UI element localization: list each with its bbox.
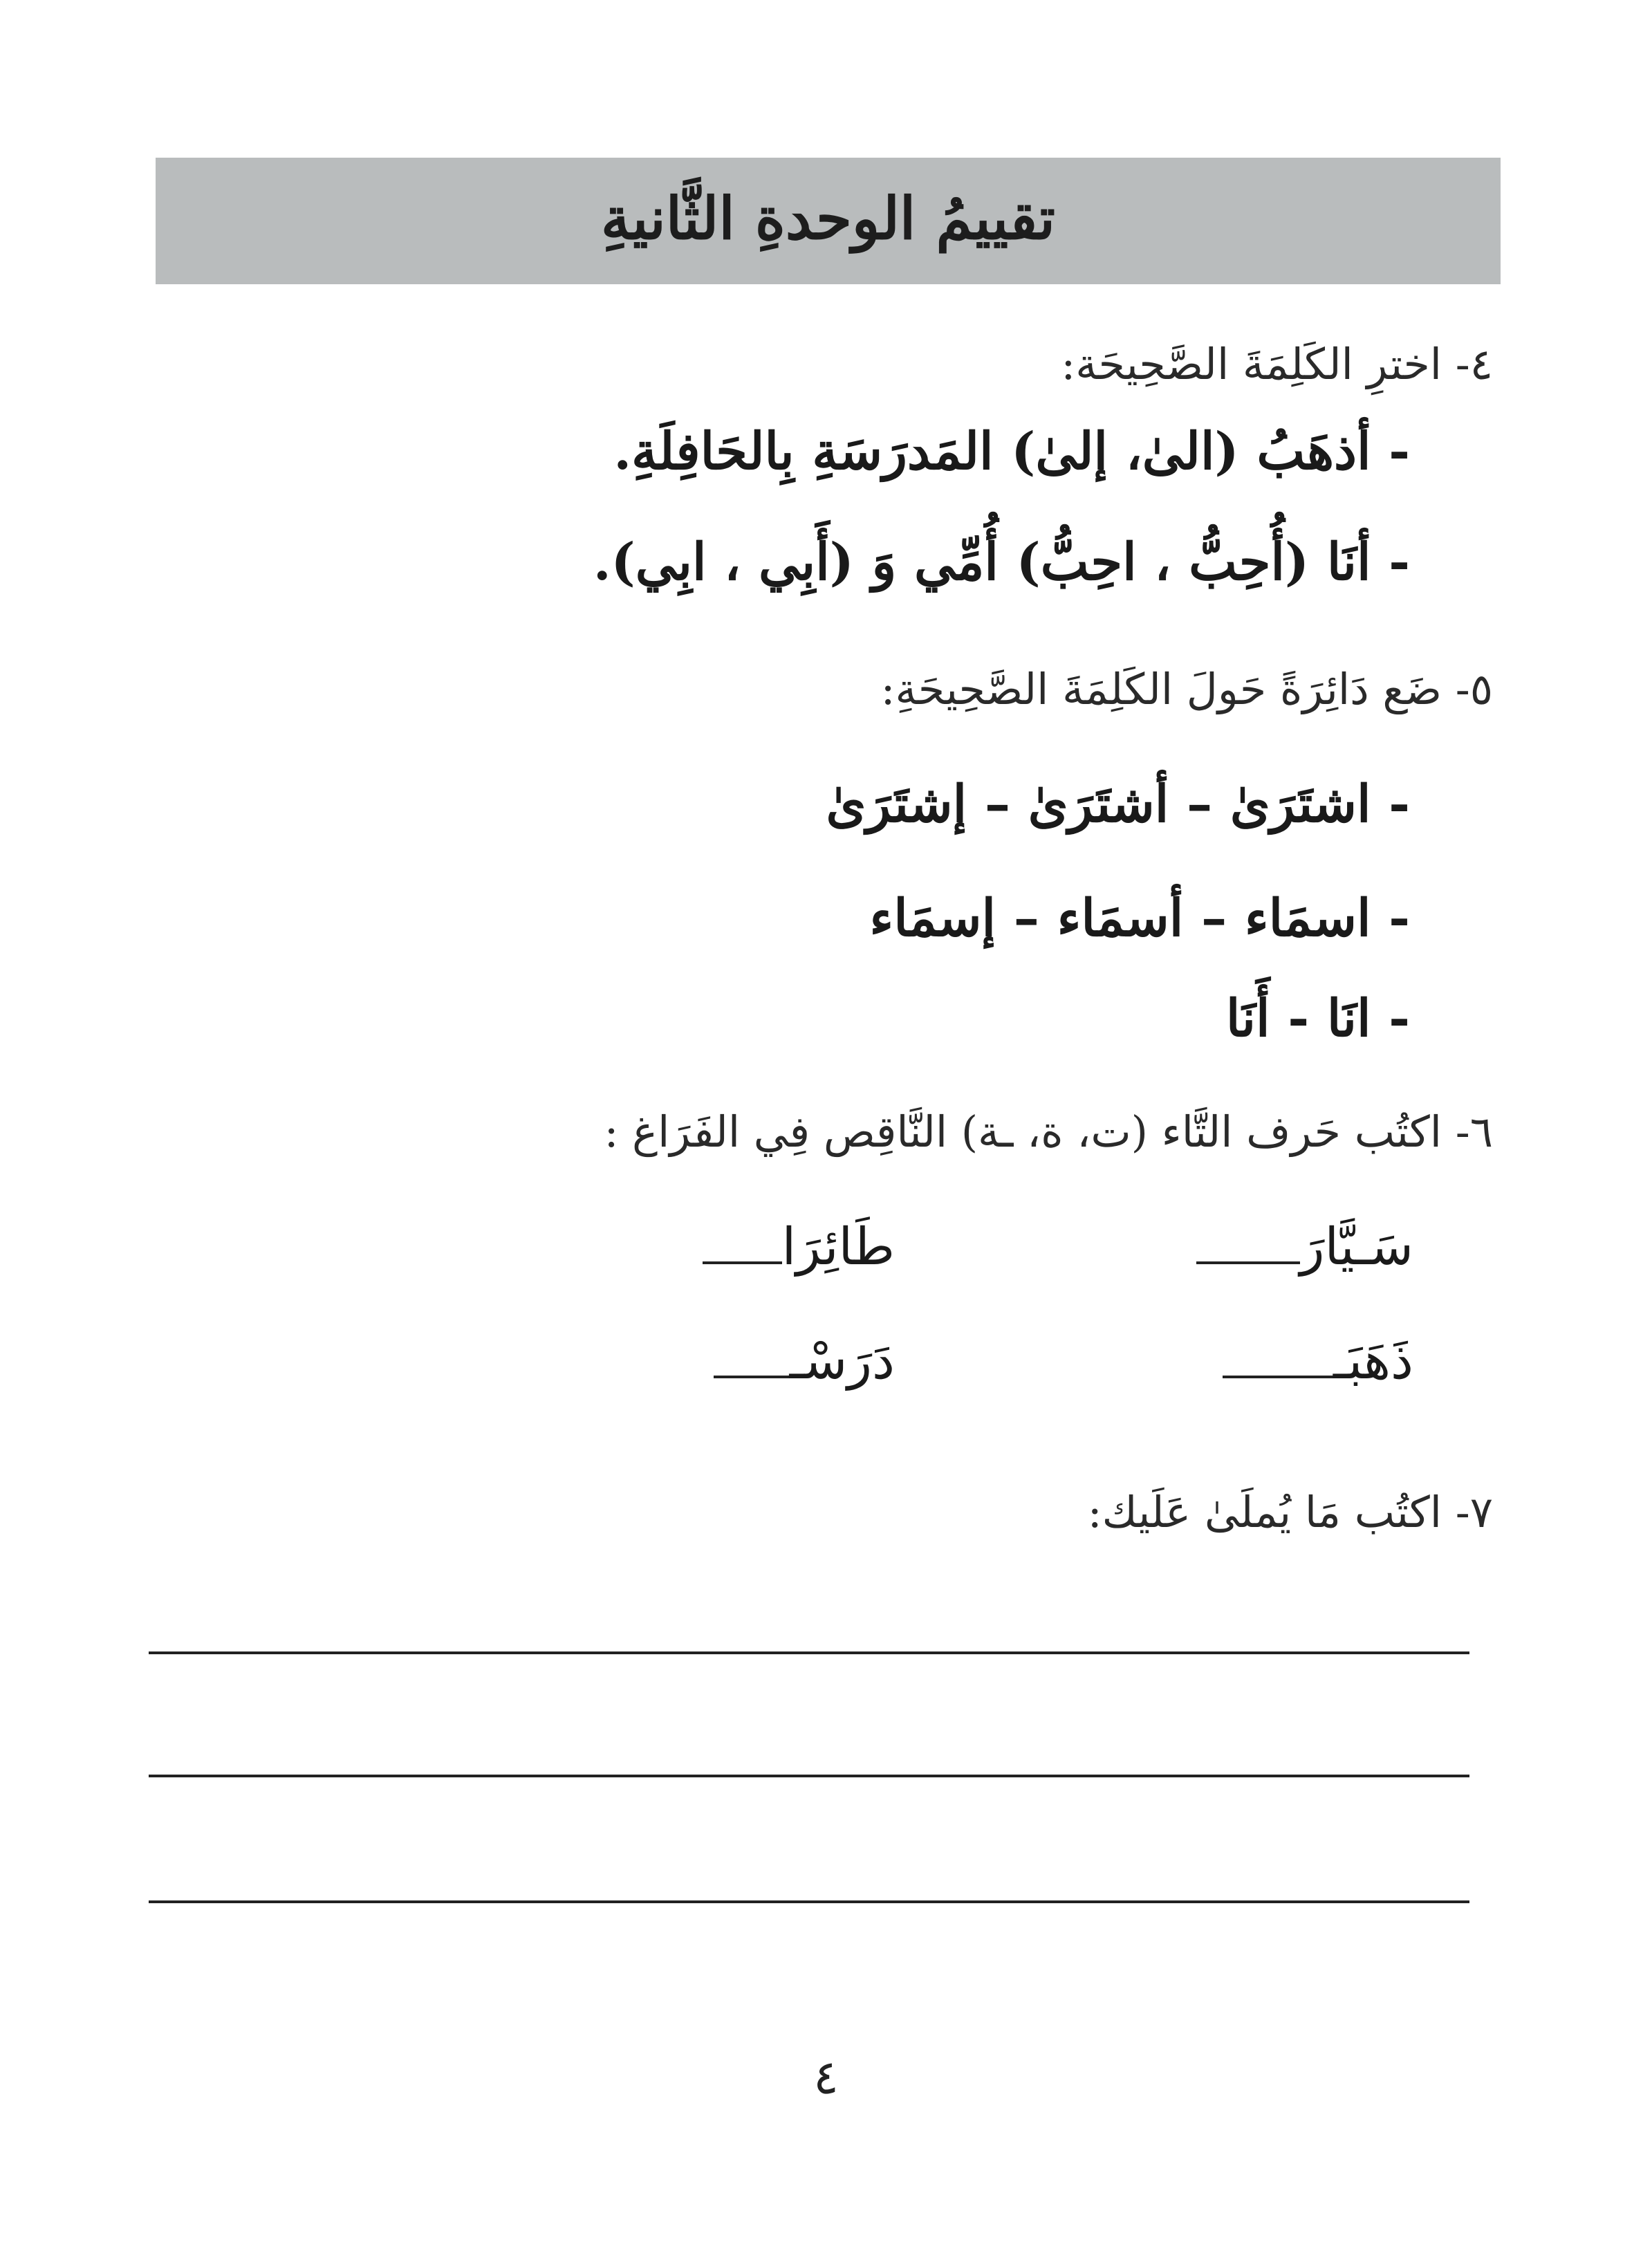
header-band xyxy=(156,158,1501,284)
blank-word-text: سَـيَّارَ xyxy=(1299,1217,1413,1277)
question-5-item-2: - اسمَاء – أسمَاء – إسمَاء xyxy=(869,889,1410,948)
question-4-item-2: - أنَا (أُحِبُّ ، احِبُّ) أُمِّي وَ (أَبِي ، ابِي). xyxy=(593,533,1410,592)
blank-line[interactable] xyxy=(703,1261,782,1264)
question-4-prompt: ٤- اخترِ الكَلِمَةَ الصَّحِيحَة: xyxy=(1061,339,1493,389)
dictation-line-1[interactable] xyxy=(149,1651,1469,1654)
blank-line[interactable] xyxy=(714,1376,790,1378)
question-7-prompt: ٧- اكتُب مَا يُملَىٰ عَلَيك: xyxy=(1087,1487,1493,1537)
blank-word-text: دَرَسْـ xyxy=(789,1331,895,1391)
question-5-item-3: - انَا - أَنَا xyxy=(1225,989,1410,1048)
dictation-line-2[interactable] xyxy=(149,1775,1469,1777)
fill-blank-word-3 xyxy=(1223,1331,1413,1391)
question-6-prompt: ٦- اكتُب حَرف التَّاء (ت، ة، ـة) النَّاقِص فِي الفَرَاغ : xyxy=(604,1107,1493,1157)
page-title: تقييمُ الوحدةِ الثَّانيةِ xyxy=(601,184,1055,252)
fill-blank-word-1 xyxy=(1196,1217,1413,1277)
fill-blank-word-2 xyxy=(703,1217,895,1277)
blank-word-text: طَائِرَا xyxy=(781,1217,895,1277)
blank-line[interactable] xyxy=(1223,1376,1333,1378)
dictation-line-3[interactable] xyxy=(149,1900,1469,1903)
question-4-item-1: - أذهَبُ (الىٰ، إلىٰ) المَدرَسَةِ بِالحَافِلَةِ. xyxy=(613,422,1410,481)
page-number: ٤ xyxy=(813,2051,839,2105)
fill-blank-word-4 xyxy=(714,1331,895,1391)
question-5-item-1: - اشتَرَىٰ – أشتَرَىٰ – إشتَرَىٰ xyxy=(826,775,1410,834)
question-5-prompt: ٥- ضَع دَائِرَةً حَولَ الكَلِمَةَ الصَّحِيحَةِ: xyxy=(880,664,1493,714)
blank-word-text: ذَهَبَـ xyxy=(1333,1331,1413,1391)
blank-line[interactable] xyxy=(1196,1261,1300,1264)
